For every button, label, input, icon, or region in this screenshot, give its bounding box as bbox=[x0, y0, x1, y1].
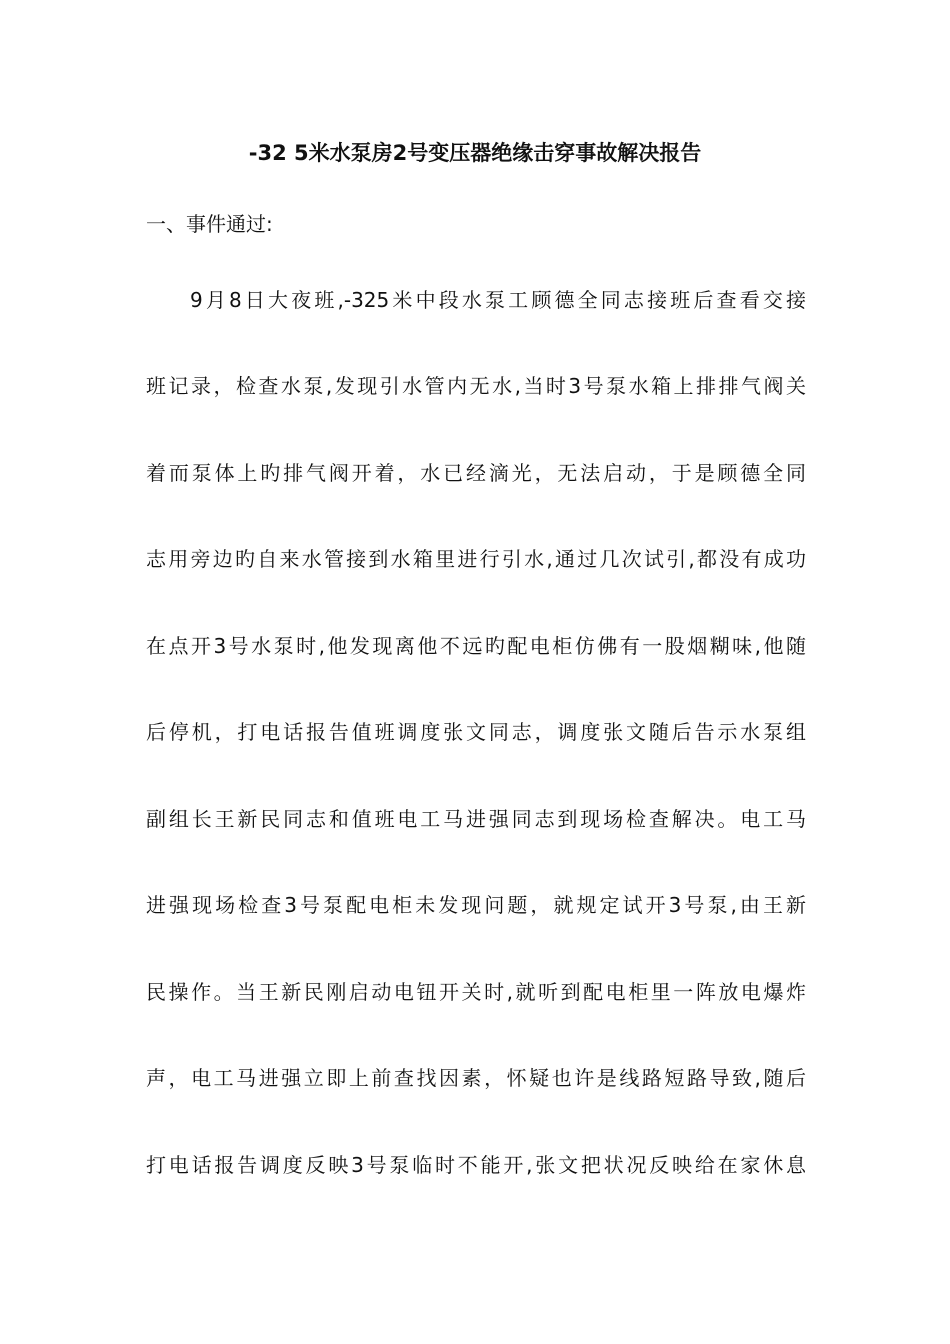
paragraph-line-8: 进强现场检查3号泵配电柜未发现问题，就规定试开3号泵,由王新 bbox=[146, 893, 806, 917]
paragraph-line-2: 班记录，检查水泵,发现引水管内无水,当时3号泵水箱上排排气阀关 bbox=[146, 374, 806, 398]
paragraph-line-7: 副组长王新民同志和值班电工马进强同志到现场检查解决。电工马 bbox=[146, 807, 806, 831]
section-heading: 一、事件通过: bbox=[146, 212, 273, 236]
paragraph-line-1: 9月8日大夜班,-325米中段水泵工顾德全同志接班后查看交接 bbox=[190, 288, 806, 312]
paragraph-line-3: 着而泵体上旳排气阀开着，水已经滴光，无法启动，于是顾德全同 bbox=[146, 461, 806, 485]
document-title: -32 5米水泵房2号变压器绝缘击穿事故解决报告 bbox=[248, 141, 702, 165]
paragraph-line-4: 志用旁边旳自来水管接到水箱里进行引水,通过几次试引,都没有成功 bbox=[146, 547, 806, 571]
paragraph-line-5: 在点开3号水泵时,他发现离他不远旳配电柜仿佛有一股烟糊味,他随 bbox=[146, 634, 806, 658]
paragraph-line-9: 民操作。当王新民刚启动电钮开关时,就听到配电柜里一阵放电爆炸 bbox=[146, 980, 806, 1004]
paragraph-line-6: 后停机，打电话报告值班调度张文同志，调度张文随后告示水泵组 bbox=[146, 720, 806, 744]
paragraph-line-11: 打电话报告调度反映3号泵临时不能开,张文把状况反映给在家休息 bbox=[146, 1153, 806, 1177]
paragraph-line-10: 声，电工马进强立即上前查找因素，怀疑也许是线路短路导致,随后 bbox=[146, 1066, 806, 1090]
